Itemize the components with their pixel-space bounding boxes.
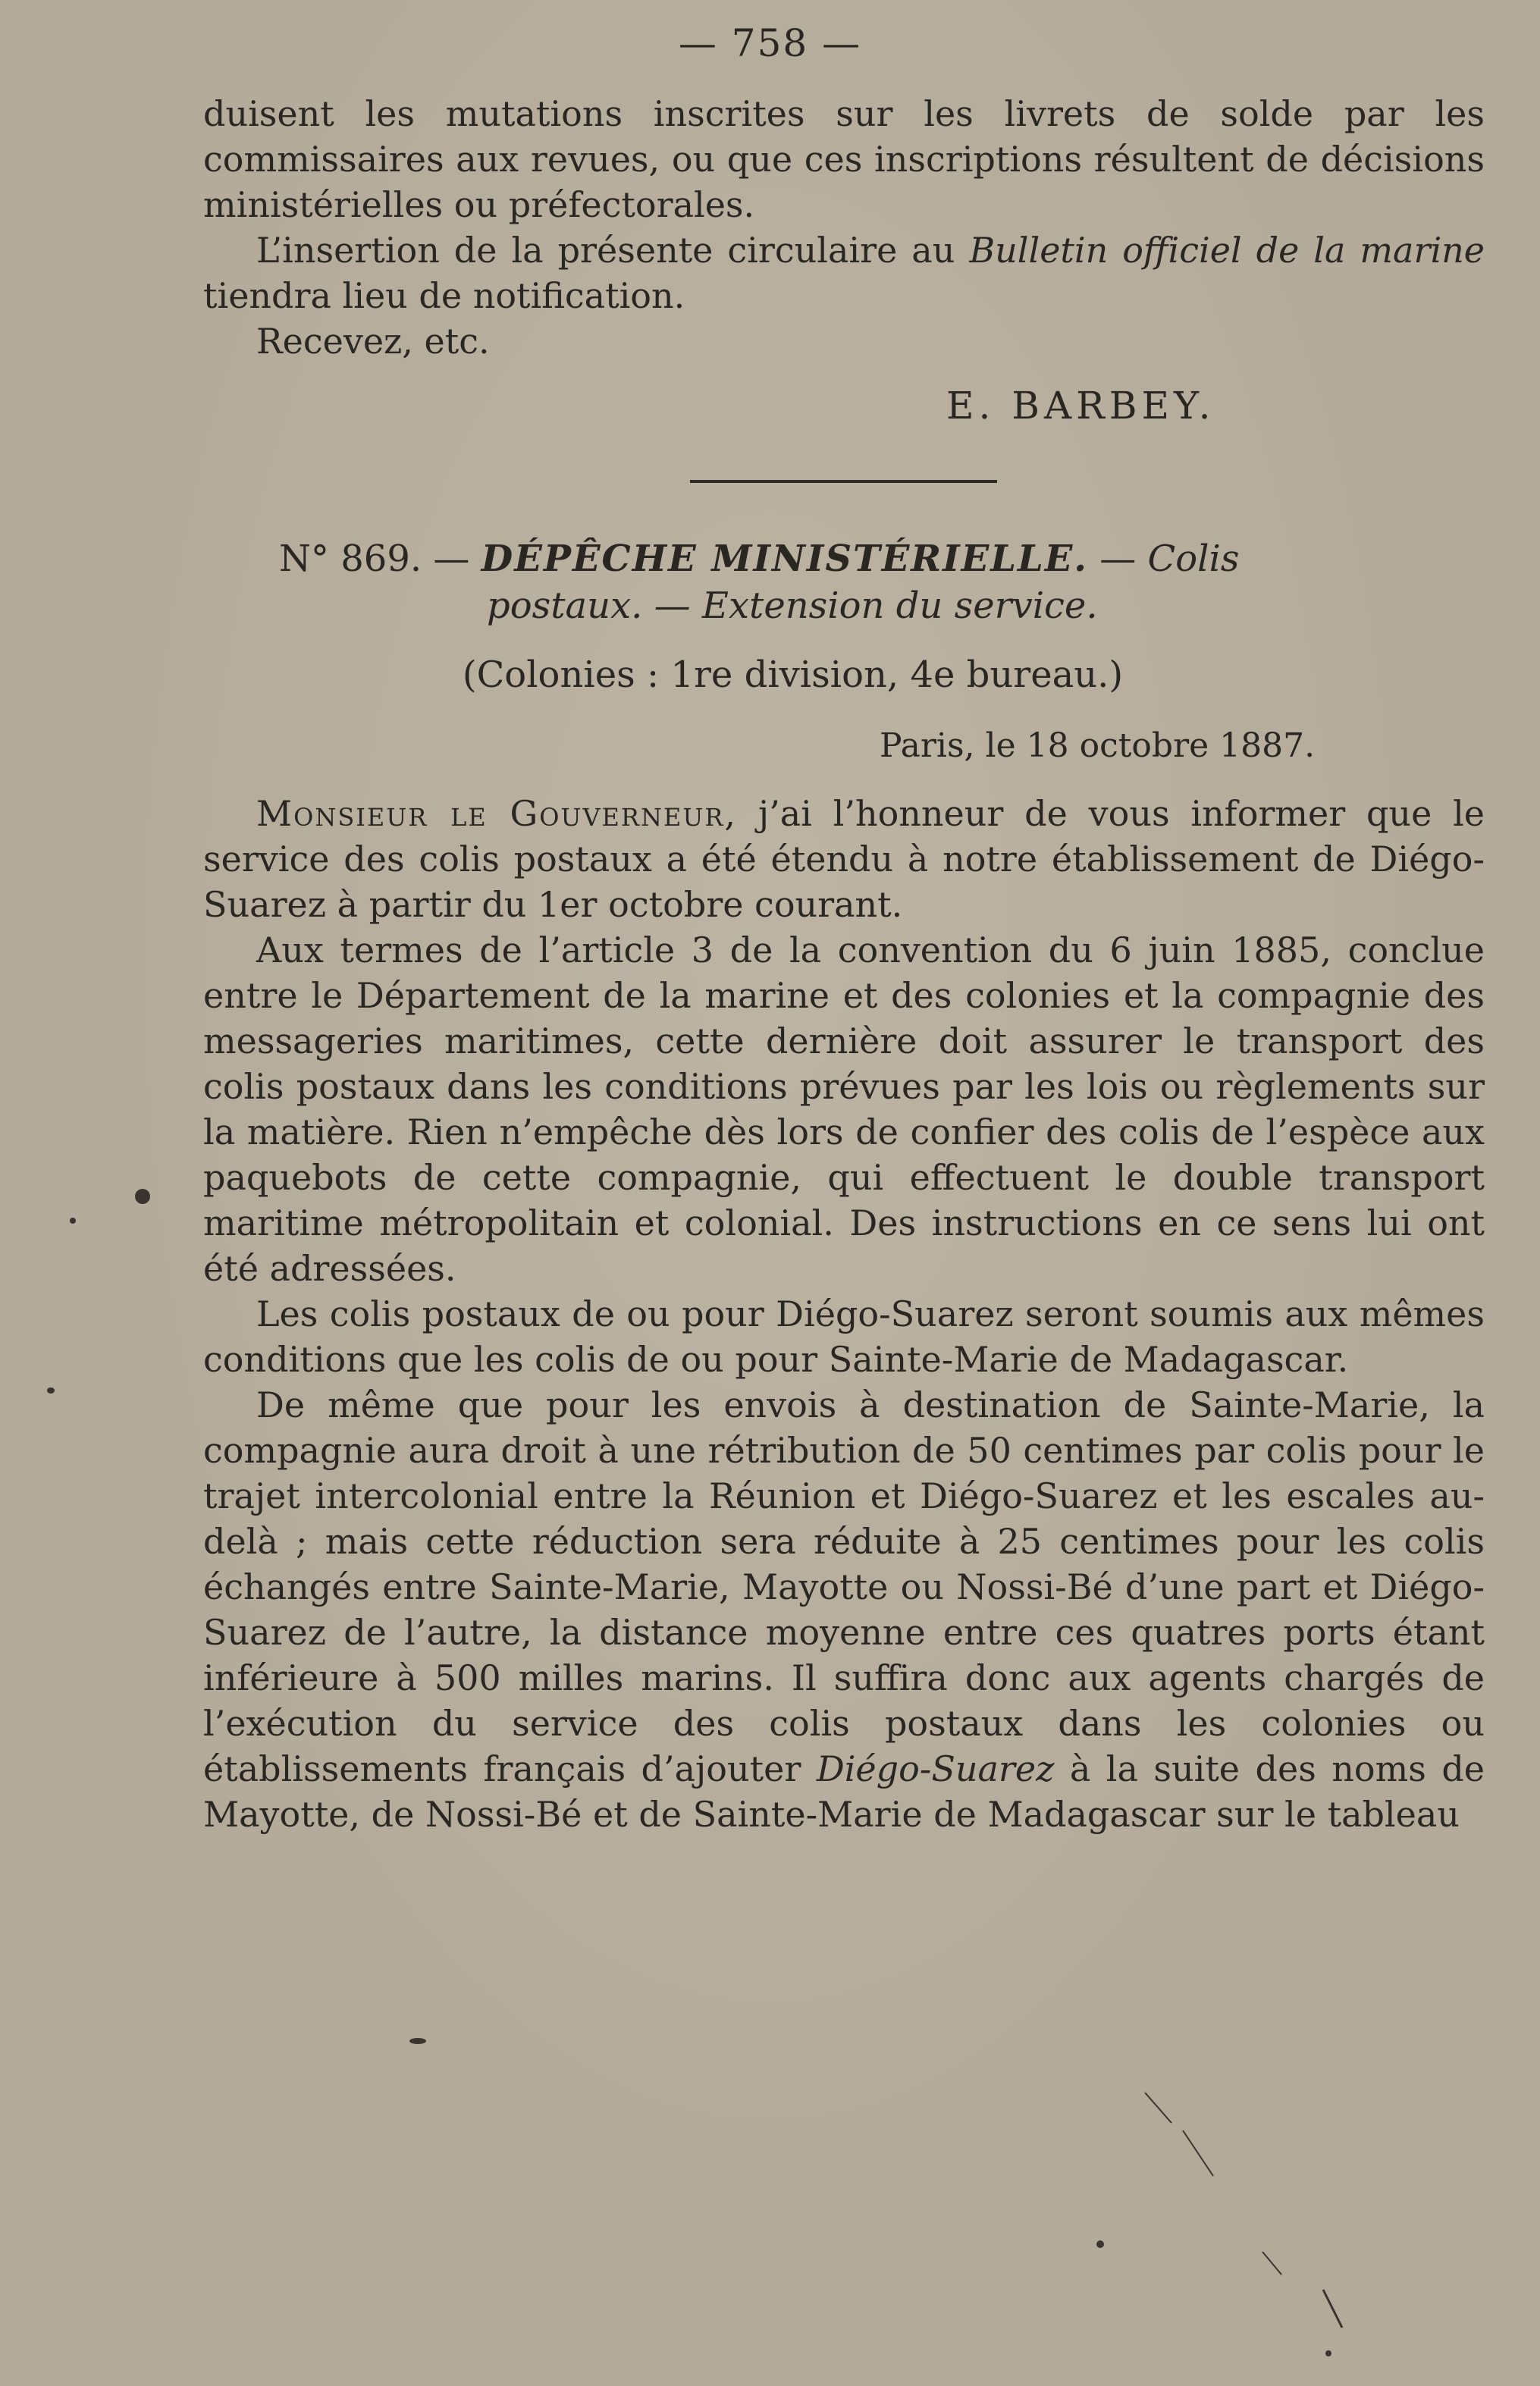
signature: E. BARBEY. — [946, 384, 1215, 428]
scratch-mark — [1323, 2290, 1342, 2328]
continuation-paragraph: duisent les mutations inscrites sur les livrets de solde par les commissaires aux revues, ou que ces inscriptions résultent de décisions ministérielles ou préfectorales. — [203, 93, 1485, 225]
dateline: Paris, le 18 octobre 1887. — [880, 726, 1316, 765]
dispatch-number: N° 869. — [279, 538, 422, 580]
paragraph-text: De même que pour les envois à destination de Sainte-Marie, la compagnie aura droit à une rétribution de 50 centimes par colis pour le trajet intercolonial entre la Réunion et Diégo-Suarez et les escales au-delà ; mais cette réduction sera réduite à 25 centimes pour les colis échangés entre Sainte-Marie, Mayotte ou Nossi-Bé d’une part et Diégo-Suarez de l’autre, la distance moyenne entre ces quatres ports étant inférieure à 500 milles marins. Il suffira donc aux agents chargés de l’exécution du service des colis postaux dans les colonies ou établissements français d’ajouter — [203, 1384, 1485, 1789]
heading-dash: — — [422, 538, 481, 580]
dispatch-subject-2: postaux. — Extension du service. — [487, 585, 1098, 627]
service-line: (Colonies : 1re division, 4e bureau.) — [462, 654, 1124, 696]
page-number: — 758 — — [678, 21, 862, 65]
scratch-mark — [1183, 2130, 1213, 2176]
closing-formula: Recevez, etc. — [256, 321, 490, 362]
paragraph-text: à la suite des noms de Mayotte, de Nossi-Bé et de Sainte-Marie de Madagascar sur le tableau — [203, 1748, 1485, 1835]
dispatch-type: DÉPÊCHE MINISTÉRIELLE. — [481, 538, 1089, 580]
body-paragraph-2: Aux termes de l’article 3 de la convention du 6 juin 1885, conclue entre le Département de la marine et des colonies et la compagnie des messageries maritimes, cette dernière doit assurer le transport des colis postaux dans les conditions prévues par les lois ou règlements sur la matière. Rien n’empêche dès lors de confier des colis de l’espèce aux paquebots de cette compagnie, qui effectuent le double transport maritime métropolitain et colonial. Des instructions en ce sens lui ont été adressées. — [203, 930, 1485, 1289]
insertion-suffix: tiendra lieu de notification. — [203, 275, 685, 316]
heading-dash: — — [1088, 538, 1148, 580]
insertion-prefix: L’insertion de la présente circulaire au — [256, 230, 970, 271]
scratch-mark — [1262, 2252, 1281, 2275]
dispatch-subject-1: Colis — [1147, 538, 1240, 580]
bulletin-title: Bulletin officiel de la marine — [969, 230, 1485, 271]
paragraph-text: j’ai l’honneur de vous informer que le service des colis postaux a été étendu à notre établissement de Diégo-Suarez à partir du 1er octobre courant. — [203, 793, 1485, 925]
salutation: Monsieur le Gouverneur, — [256, 793, 738, 834]
scratch-mark — [1145, 2093, 1171, 2123]
italic-place-name: Diégo-Suarez — [816, 1748, 1055, 1789]
body-paragraph-3: Les colis postaux de ou pour Diégo-Suarez seront soumis aux mêmes conditions que les colis de ou pour Sainte-Marie de Madagascar. — [203, 1293, 1485, 1380]
